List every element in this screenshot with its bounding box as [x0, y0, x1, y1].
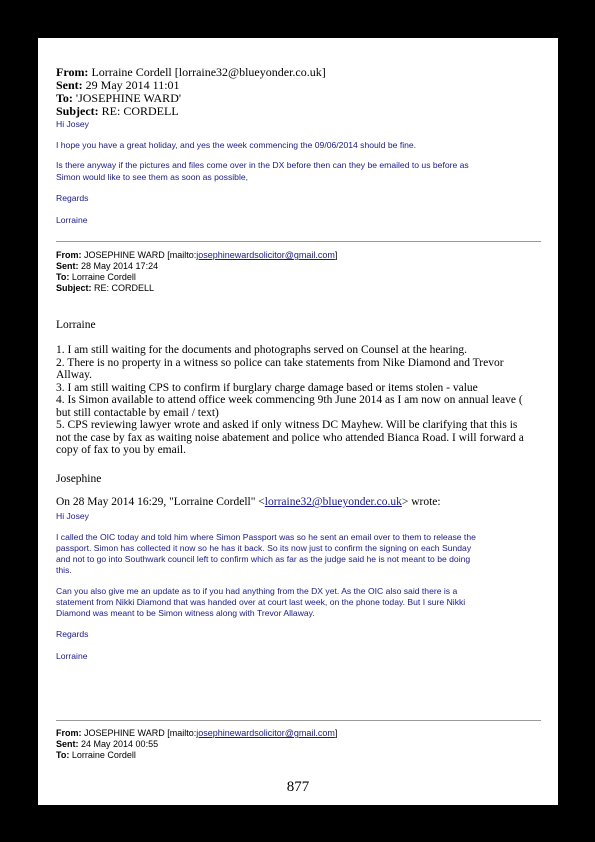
email4-to-line: [56, 750, 136, 761]
email1-paragraph: I hope you have a great holiday, and yes the week commencing the 09/06/2014 should be fine.: [56, 140, 417, 150]
email2-item: 4. Is Simon available to attend office week commencing 9th June 2014 as I am now on annual leave (: [56, 394, 523, 406]
sent-label: Sent:: [56, 261, 79, 271]
email1-from: Lorraine Cordell [lorraine32@blueyonder.co.uk]: [91, 65, 326, 79]
document-page: [38, 38, 558, 805]
bracket: ]: [334, 728, 338, 738]
email2-item: 2. There is no property in a witness so police can take statements from Nike Diamond and Trevor: [56, 356, 504, 369]
email1-subject: RE: CORDELL: [101, 104, 179, 118]
email3-regards: Regards: [56, 629, 89, 639]
email1-regards: Regards: [56, 193, 89, 203]
email3-paragraph: Diamond was meant to be Simon witness along with Trevor Allaway.: [56, 608, 315, 618]
subject-label: Subject:: [56, 283, 92, 293]
to-label: To:: [56, 272, 70, 282]
email2-sent: 28 May 2014 17:24: [81, 261, 159, 271]
subject-label: Subject:: [56, 104, 99, 118]
email2-item: but still contactable by email / text): [56, 406, 219, 419]
email4-from-name: JOSEPHINE WARD [mailto:: [84, 728, 197, 738]
email-divider: [56, 720, 541, 721]
email4-from-line: [56, 728, 337, 739]
email2-subject: RE: CORDELL: [94, 283, 155, 293]
email2-item: Allway.: [56, 369, 92, 381]
email3-signoff: Lorraine: [56, 651, 88, 661]
email3-paragraph: statement from Nikki Diamond that was handed over at court last week, on the phone today. But I sure Nikki: [56, 597, 466, 607]
email-divider: [56, 241, 541, 242]
email1-sent: 29 May 2014 11:01: [85, 78, 180, 92]
email2-to: Lorraine Cordell: [71, 272, 136, 282]
from-label: From:: [56, 728, 82, 738]
email1-paragraph: Simon would like to see them as soon as possible,: [56, 172, 249, 182]
bracket: ]: [334, 250, 338, 260]
email1-subject-line: [56, 105, 179, 118]
email1-greeting: Hi Josey: [56, 119, 89, 129]
email3-paragraph: Can you also give me an update as to if you had anything from the DX yet. As the OIC also said there is a: [56, 586, 458, 596]
email2-subject-line: [56, 283, 154, 294]
email2-from-name: JOSEPHINE WARD [mailto:: [84, 250, 197, 260]
email2-quote-header: [56, 496, 441, 509]
email3-greeting: Hi Josey: [56, 511, 89, 521]
email1-signoff: Lorraine: [56, 215, 88, 225]
quote-suffix: > wrote:: [401, 496, 441, 508]
email2-signoff: Josephine: [56, 473, 102, 485]
email4-to: Lorraine Cordell: [71, 750, 136, 760]
sent-label: Sent:: [56, 78, 83, 92]
email2-greeting: Lorraine: [56, 319, 96, 331]
email2-item: 1. I am still waiting for the documents and photographs served on Counsel at the hearing.: [56, 344, 468, 356]
quote-prefix: On 28 May 2014 16:29, "Lorraine Cordell" <: [56, 496, 265, 508]
email2-sent-line: [56, 261, 158, 272]
to-label: To:: [56, 91, 73, 105]
email3-paragraph: and not to go into Southwark council left to confirm which as far as the judge said he is not meant to be doing: [56, 554, 471, 564]
quote-email-link[interactable]: lorraine32@blueyonder.co.uk: [264, 496, 402, 508]
email4-from-email-link[interactable]: josephinewardsolicitor@gmail.com: [196, 728, 335, 738]
email4-sent-line: [56, 739, 158, 750]
email2-item: 3. I am still waiting CPS to confirm if burglary charge damage based or items stolen - value: [56, 381, 478, 394]
email2-from-email-link[interactable]: josephinewardsolicitor@gmail.com: [196, 250, 335, 260]
sent-label: Sent:: [56, 739, 79, 749]
from-label: From:: [56, 65, 89, 79]
email2-from-line: [56, 250, 337, 261]
to-label: To:: [56, 750, 70, 760]
email2-to-line: [56, 272, 136, 283]
page-number: 877: [286, 779, 310, 795]
email1-paragraph: Is there anyway if the pictures and files come over in the DX before then can they be emailed to us before as: [56, 160, 469, 170]
email2-item: copy of fax to you by email.: [56, 444, 186, 456]
email2-item: not the case by fax as waiting noise abatement and police who attended Bianca Road. I will forward a: [56, 431, 524, 444]
email2-item: 5. CPS reviewing lawyer wrote and asked if only witness DC Mayhew. Will be clarifying that this is: [56, 419, 518, 431]
email3-paragraph: passport. Simon has collected it now so he has it back. So its now just to confirm the signing on each Sunday: [56, 543, 472, 553]
from-label: From:: [56, 250, 82, 260]
email4-sent: 24 May 2014 00:55: [81, 739, 159, 749]
email3-paragraph: this.: [56, 565, 72, 575]
email3-paragraph: I called the OIC today and told him where Simon Passport was so he sent an email over to them to release the: [56, 532, 476, 542]
email1-to: 'JOSEPHINE WARD': [75, 91, 182, 105]
